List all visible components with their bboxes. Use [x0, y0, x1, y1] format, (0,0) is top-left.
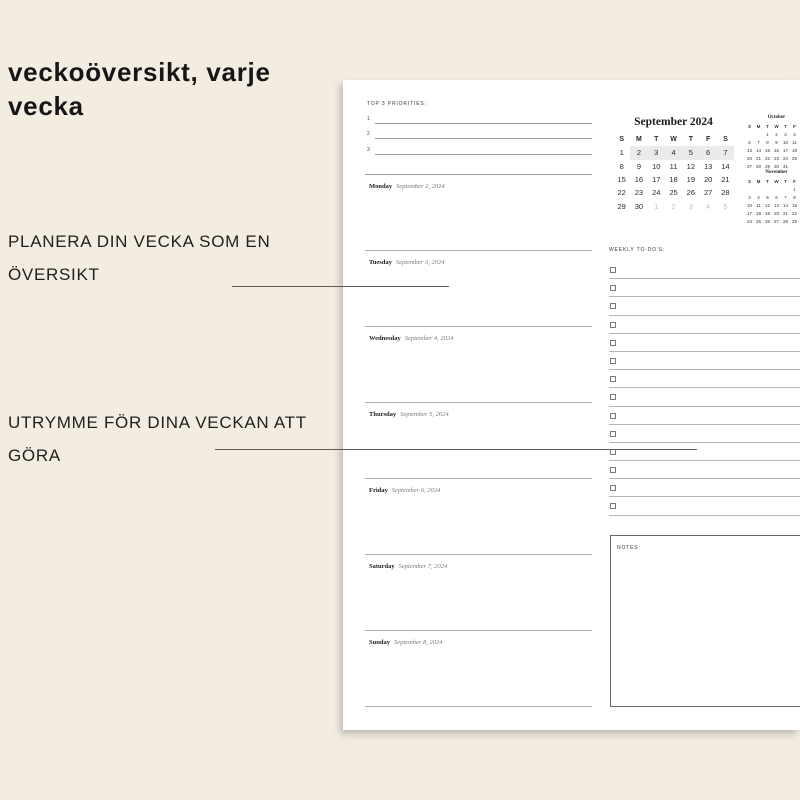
mini-calendar-day: [772, 185, 781, 193]
mini-calendar-day: 31: [782, 163, 788, 169]
day-name: Sunday: [369, 639, 390, 646]
mini-calendar-day: 8: [793, 194, 796, 200]
calendar-day: 29: [617, 201, 626, 211]
day-name: Tuesday: [369, 259, 392, 266]
calendar-day: 1: [654, 201, 659, 211]
mini-calendar-day: 29: [764, 163, 770, 169]
mini-calendar-day: 6: [748, 139, 751, 145]
headline: [8, 55, 271, 123]
mini-calendar-day: 25: [755, 218, 761, 224]
mini-calendar-day: 16: [773, 147, 779, 153]
calendar-day: 11: [669, 161, 678, 171]
mini-calendar-october: [745, 113, 800, 170]
mini-calendar-day: 14: [755, 147, 761, 153]
day-list: [365, 175, 592, 707]
day-label: [369, 332, 592, 343]
day-block-tuesday: [365, 251, 592, 327]
mini-calendar-day: 7: [784, 194, 787, 200]
day-name: Friday: [369, 487, 388, 494]
calendar-day: 13: [703, 161, 713, 171]
mini-calendar-day: [754, 185, 763, 193]
mini-calendar-title: October: [767, 115, 786, 120]
weekday-header: M: [636, 136, 642, 144]
calendar-day: 4: [706, 201, 711, 211]
calendar-day: 16: [634, 175, 644, 185]
mini-calendar-day: 4: [757, 194, 760, 200]
mini-weekday-header: S: [747, 178, 751, 184]
weekday-header: W: [670, 136, 677, 144]
mini-calendar-day: 10: [746, 202, 752, 208]
calendar-day: 17: [652, 175, 661, 185]
weekday-header: T: [688, 136, 693, 144]
mini-calendar-day: 19: [764, 210, 770, 216]
mini-calendar-day: 27: [746, 163, 752, 169]
todo-row: [609, 407, 800, 425]
todo-row: [609, 297, 800, 315]
day-label: [369, 484, 592, 495]
mini-calendar-day: 21: [755, 155, 761, 161]
calendar-day: 3: [688, 201, 693, 211]
weekly-todo-label: WEEKLY TO-DO'S:: [609, 247, 666, 253]
mini-calendar-day: 24: [782, 155, 788, 161]
mini-calendar-day: 18: [755, 210, 761, 216]
checkbox-icon: [610, 303, 616, 309]
day-date: September 3, 2024: [395, 259, 445, 266]
month-calendar-title: September 2024: [634, 116, 713, 128]
mini-calendar-day: 26: [764, 218, 770, 224]
notes-box: [610, 535, 800, 707]
calendar-day: 9: [636, 161, 642, 171]
mini-calendar-day: 21: [782, 210, 788, 216]
todo-row: [609, 497, 800, 515]
todo-row: [609, 479, 800, 497]
mini-calendar-title: November: [765, 170, 788, 175]
day-label: [369, 256, 592, 267]
callout-line-2: ÖVERSIKT: [8, 265, 100, 284]
mini-calendar-day: 29: [791, 218, 797, 224]
checkbox-icon: [610, 376, 616, 382]
calendar-day: 25: [669, 188, 678, 198]
mini-calendar-day: 25: [791, 155, 797, 161]
day-label: [369, 180, 592, 191]
mini-calendar-day: 6: [775, 194, 778, 200]
mini-weekday-header: F: [793, 123, 796, 129]
mini-calendar-day: [763, 185, 772, 193]
mini-calendar-day: 11: [792, 139, 797, 145]
day-date: September 7, 2024: [398, 563, 448, 570]
checkbox-icon: [610, 431, 616, 437]
weekday-header: S: [619, 136, 624, 144]
calendar-day: 5: [682, 146, 699, 159]
weekday-header: F: [705, 136, 711, 144]
day-date: September 4, 2024: [404, 335, 454, 342]
day-name: Monday: [369, 183, 393, 190]
calendar-day: 10: [652, 161, 661, 171]
priority-write-line: [375, 108, 592, 124]
calendar-day: 3: [648, 146, 665, 159]
callout-line-2: GÖRA: [8, 446, 61, 465]
checkbox-icon: [610, 340, 616, 346]
calendar-day: 19: [686, 175, 695, 185]
mini-calendar-day: 15: [764, 147, 770, 153]
priorities-list: [367, 108, 592, 155]
todo-row: [609, 279, 800, 297]
calendar-day: 6: [699, 146, 716, 159]
mini-weekday-header: T: [784, 178, 787, 184]
todo-row: [609, 334, 800, 352]
callout-leader-line: [215, 449, 697, 450]
callout-plan-week: [8, 225, 270, 291]
day-date: September 8, 2024: [393, 639, 443, 646]
calendar-day: 7: [717, 146, 734, 159]
callout-leader-line: [232, 286, 449, 287]
calendar-day: 23: [634, 188, 644, 198]
callout-todo-space: [8, 406, 307, 472]
priority-number: 1: [367, 115, 370, 122]
calendar-day: 24: [652, 188, 661, 198]
mini-calendar-day: 13: [773, 202, 779, 208]
checkbox-icon: [610, 322, 616, 328]
priority-write-line: [375, 139, 592, 155]
calendar-day: 27: [703, 188, 713, 198]
mini-calendar-day: [745, 130, 754, 138]
calendar-day: 4: [665, 146, 682, 159]
priority-number: 3: [367, 146, 370, 153]
checkbox-icon: [610, 394, 616, 400]
day-label: [369, 636, 592, 647]
todo-row: [609, 370, 800, 388]
mini-calendar-day: [754, 130, 763, 138]
day-date: September 2, 2024: [396, 183, 445, 190]
calendar-day: 22: [617, 188, 626, 198]
calendar-day: 21: [721, 175, 730, 185]
day-block-saturday: [365, 555, 592, 631]
checkbox-icon: [610, 485, 616, 491]
todo-row: [609, 316, 800, 334]
mini-calendar-day: 22: [764, 155, 770, 161]
calendar-day: 12: [686, 161, 695, 171]
todo-row: [609, 261, 800, 279]
planner-page: [343, 80, 800, 730]
mini-calendar-day: 30: [773, 163, 779, 169]
calendar-day: 15: [617, 175, 626, 185]
weekday-header: T: [654, 136, 659, 144]
mini-weekday-header: T: [766, 178, 769, 184]
mini-weekday-header: W: [774, 123, 779, 129]
mini-calendar-day: 12: [764, 202, 770, 208]
mini-weekday-header: M: [756, 178, 761, 184]
mini-calendar-day: 2: [775, 131, 778, 137]
mini-weekday-header: T: [766, 123, 769, 129]
todo-row: [609, 425, 800, 443]
mini-calendar-day: 15: [791, 202, 797, 208]
mini-calendar-day: 24: [746, 218, 752, 224]
day-name: Thursday: [369, 411, 397, 418]
day-label: [369, 408, 592, 419]
calendar-day: 2: [671, 201, 676, 211]
mini-weekday-header: W: [774, 178, 779, 184]
priority-write-line: [375, 124, 592, 140]
day-block-friday: [365, 479, 592, 555]
mini-calendar-day: 1: [766, 131, 769, 137]
mini-calendar-day: 28: [782, 218, 788, 224]
priorities-label: TOP 3 PRIORITIES:: [367, 101, 427, 107]
mini-calendar-grid: [745, 177, 800, 225]
mini-calendar-day: 3: [784, 131, 787, 137]
mini-calendar-day: 8: [766, 139, 769, 145]
mini-calendar-day: 23: [773, 155, 779, 161]
mini-calendar-day: 1: [793, 186, 796, 192]
checkbox-icon: [610, 267, 616, 273]
calendar-day: 5: [723, 201, 728, 211]
day-block-sunday: [365, 631, 592, 707]
day-block-monday: [365, 175, 592, 251]
headline-line-2: vecka: [8, 91, 84, 121]
calendar-day: 26: [686, 188, 695, 198]
checkbox-icon: [610, 503, 616, 509]
day-name: Saturday: [369, 563, 395, 570]
mini-calendar-day: 10: [782, 139, 788, 145]
todo-row: [609, 443, 800, 461]
priority-row: [367, 124, 592, 140]
mini-calendar-grid: [745, 122, 800, 170]
callout-line-1: PLANERA DIN VECKA SOM EN: [8, 232, 271, 251]
day-date: September 5, 2024: [400, 411, 449, 418]
mini-calendar-day: 3: [748, 194, 751, 200]
priority-row: [367, 108, 592, 124]
mini-calendar-day: 17: [746, 210, 752, 216]
mini-calendar-day: 4: [793, 131, 796, 137]
day-block-thursday: [365, 403, 592, 479]
headline-line-1: veckoöversikt, varje: [8, 57, 271, 87]
mini-calendar-day: 7: [757, 139, 760, 145]
month-calendar-grid: [613, 133, 734, 213]
mini-calendar-day: [745, 185, 754, 193]
checkbox-icon: [610, 413, 616, 419]
day-date: September 6, 2024: [391, 487, 441, 494]
calendar-day: 8: [619, 161, 624, 171]
mini-calendar-day: 14: [782, 202, 788, 208]
mini-calendar-day: [781, 185, 790, 193]
calendar-day: 2: [630, 146, 647, 159]
mini-calendar-day: 28: [755, 163, 761, 169]
calendar-day: 14: [721, 161, 730, 171]
priority-number: 2: [367, 131, 370, 137]
mini-calendar-day: 27: [773, 218, 779, 224]
mini-weekday-header: S: [747, 123, 751, 129]
checkbox-icon: [610, 358, 616, 364]
calendar-day: 1: [619, 148, 624, 158]
checkbox-icon: [610, 285, 616, 291]
weekday-header: S: [723, 136, 728, 144]
mini-calendar-day: 9: [775, 139, 778, 145]
mini-calendar-day: 22: [791, 210, 797, 216]
mini-calendar-day: 11: [756, 202, 761, 208]
weekly-todo-list: [609, 261, 800, 516]
notes-label: NOTES:: [617, 545, 641, 551]
todo-row: [609, 352, 800, 370]
mini-calendar-day: 17: [782, 147, 788, 153]
mini-calendar-day: 20: [773, 210, 779, 216]
todo-row: [609, 461, 800, 479]
priority-row: [367, 139, 592, 155]
checkbox-icon: [610, 467, 616, 473]
calendar-day: 30: [634, 201, 644, 211]
mini-calendar-day: 18: [791, 147, 797, 153]
day-name: Wednesday: [369, 335, 401, 342]
day-label: [369, 560, 592, 571]
mini-calendar-november: [745, 168, 800, 225]
day-block-wednesday: [365, 327, 592, 403]
mini-weekday-header: M: [756, 123, 761, 129]
mini-calendar-day: 20: [746, 155, 752, 161]
mini-calendar-day: 5: [766, 194, 769, 200]
calendar-day: 20: [703, 175, 713, 185]
calendar-day: 28: [721, 188, 730, 198]
mini-weekday-header: F: [793, 178, 796, 184]
calendar-day: 18: [669, 175, 678, 185]
todo-row: [609, 388, 800, 406]
callout-line-1: UTRYMME FÖR DINA VECKAN ATT: [8, 413, 307, 432]
mini-weekday-header: T: [784, 123, 787, 129]
mini-calendar-day: 13: [746, 147, 752, 153]
